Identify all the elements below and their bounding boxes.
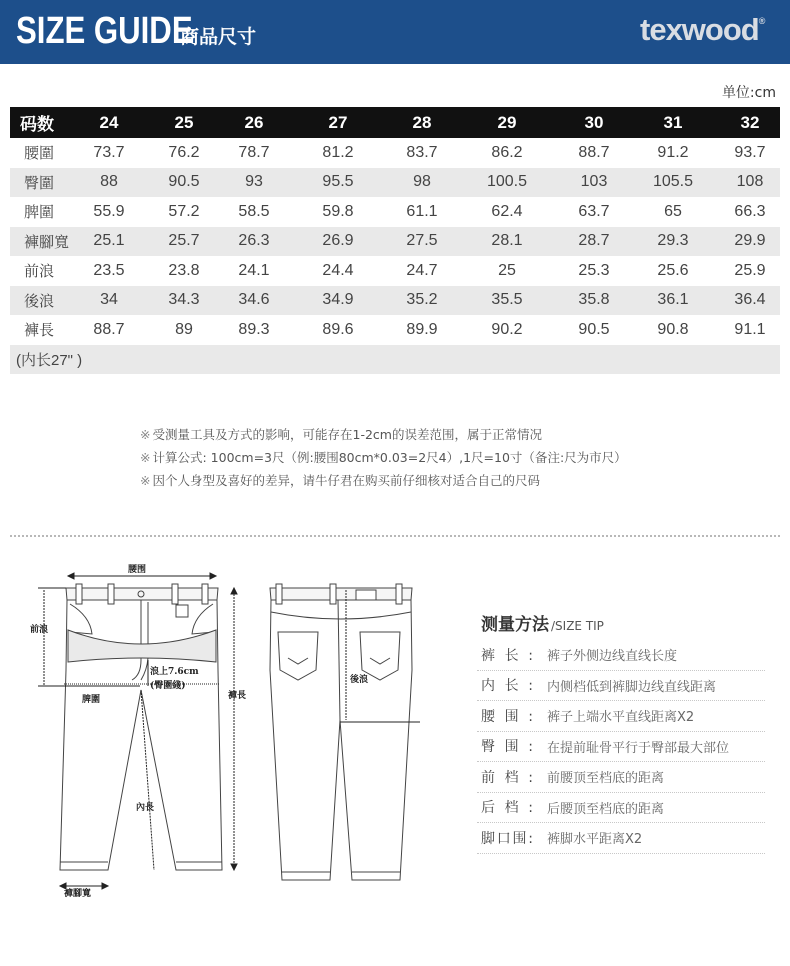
note-line (140, 423, 627, 446)
label-inseam: 內長 (136, 803, 155, 813)
brand-logo (640, 12, 764, 48)
table-cell: 35.2 (392, 286, 452, 316)
note-line (140, 446, 627, 469)
table-row (10, 256, 780, 286)
table-cell: 34.9 (284, 286, 392, 316)
table-cell: 24.4 (322, 261, 354, 279)
table-cell: 29.9 (720, 227, 780, 257)
size-table (10, 107, 780, 374)
table-cell: 65 (664, 202, 682, 220)
table-row (10, 286, 780, 316)
note-mark: ※ (140, 427, 151, 442)
label-front-rise-1: 前浪 (30, 625, 49, 635)
table-cell: 26.3 (224, 227, 284, 257)
tip-key: 裤长: (481, 647, 533, 664)
table-row (10, 227, 780, 257)
table-cell: 89.6 (322, 320, 354, 338)
unit-label: 单位:cm (721, 85, 776, 101)
table-cell: 89.9 (406, 320, 438, 338)
tip-value: 前腰顶至档底的距离 (547, 771, 665, 787)
table-cell: 78.7 (238, 143, 270, 161)
tip-key: 前档: (481, 769, 533, 786)
tip-value: 裤子上端水平直线距离X2 (547, 710, 695, 726)
header-size-29: 29 (452, 107, 562, 138)
table-row (10, 315, 780, 345)
section-divider (10, 535, 780, 537)
table-cell: 91.1 (734, 320, 766, 338)
tips-title (481, 610, 604, 635)
header-size-25: 25 (144, 107, 224, 138)
label-thigh: 脾圍 (82, 695, 101, 705)
row-label: 臀圍 (10, 168, 74, 198)
header-size-32: 32 (720, 107, 780, 138)
tips-title-cn: 测量方法 (481, 615, 549, 635)
table-cell: 86.2 (491, 143, 523, 161)
note-line (140, 469, 627, 492)
table-cell: 90.8 (657, 320, 689, 338)
registered-mark: ® (758, 16, 765, 26)
header-size-30: 30 (562, 107, 626, 138)
note-text: 受测量工具及方式的影响，可能存在1-2cm的误差范围，属于正常情况 (152, 427, 542, 442)
table-cell: 93.7 (734, 143, 766, 161)
table-cell: 36.1 (626, 286, 720, 316)
table-cell: 26.9 (284, 227, 392, 257)
table-cell: 34.6 (224, 286, 284, 316)
table-cell: 93 (224, 168, 284, 198)
note-text: 计算公式: 100cm=3尺（例:腰围80cm*0.03=2尺4）,1尺=10寸（备注:尺为市尺） (152, 450, 627, 465)
row-label: 腰圍 (24, 145, 55, 163)
table-row (10, 197, 780, 227)
row-label: 褲長 (24, 322, 55, 340)
row-label: 前浪 (24, 263, 55, 281)
label-length: 褲長 (228, 691, 247, 701)
table-cell: 25.6 (657, 261, 689, 279)
header-size-24: 24 (74, 107, 144, 138)
table-cell: 90.2 (491, 320, 523, 338)
list-item (477, 701, 765, 732)
table-row (10, 138, 780, 168)
row-label: 脾圍 (24, 204, 55, 222)
note-text: 因个人身型及喜好的差异，请牛仔君在购买前仔细核对适合自己的尺码 (152, 473, 540, 488)
header-size-label: 码数 (10, 107, 74, 138)
page-subtitle: 商品尺寸 (180, 26, 257, 48)
row-label: 褲腳寬 (10, 227, 74, 257)
table-cell: 25.3 (578, 261, 610, 279)
tip-value: 裤子外侧边线直线长度 (547, 649, 678, 665)
header-size-27: 27 (284, 107, 392, 138)
header-size-26: 26 (224, 107, 284, 138)
table-cell: 29.3 (626, 227, 720, 257)
front-pants-drawing (60, 584, 222, 870)
header-size-28: 28 (392, 107, 452, 138)
table-cell: 95.5 (284, 168, 392, 198)
table-cell: 23.5 (93, 261, 125, 279)
back-pants-drawing (270, 584, 412, 880)
table-cell: 100.5 (452, 168, 562, 198)
tip-value: 内侧档低到裤脚边线直线距离 (547, 679, 717, 695)
tip-key: 内长: (481, 678, 533, 695)
tip-key: 脚口围: (481, 830, 533, 847)
list-item (477, 793, 765, 824)
table-cell: 25.7 (144, 227, 224, 257)
table-cell: 108 (720, 168, 780, 198)
table-cell: 61.1 (406, 202, 438, 220)
tip-value: 在提前耻骨平行于臀部最大部位 (547, 740, 730, 756)
note-mark: ※ (140, 450, 151, 465)
label-crotch-2: (臀圍綫) (150, 681, 186, 691)
table-row (10, 168, 780, 198)
header-size-31: 31 (626, 107, 720, 138)
table-cell: 88.7 (578, 143, 610, 161)
label-hem: 褲腳寬 (64, 889, 92, 899)
row-label: 後浪 (10, 286, 74, 316)
table-cell: 62.4 (491, 202, 523, 220)
tip-key: 后档: (481, 800, 533, 817)
table-cell: 103 (562, 168, 626, 198)
table-cell: 63.7 (578, 202, 610, 220)
table-cell: 23.8 (168, 261, 200, 279)
list-item (477, 732, 765, 763)
label-front-rise (30, 623, 48, 635)
table-cell: 90.5 (144, 168, 224, 198)
measurement-notes (140, 423, 627, 492)
table-cell: 59.8 (322, 202, 354, 220)
table-cell: 55.9 (93, 202, 125, 220)
tips-title-en: /SIZE TIP (551, 619, 604, 633)
table-cell: 66.3 (734, 202, 766, 220)
list-item (477, 823, 765, 854)
table-cell: 36.4 (720, 286, 780, 316)
table-cell: 105.5 (626, 168, 720, 198)
table-cell: 98 (392, 168, 452, 198)
table-cell: 28.7 (562, 227, 626, 257)
tip-key: 臀围: (481, 739, 533, 756)
label-back-rise: 後浪 (350, 675, 369, 685)
label-crotch-1: 浪上7.6cm (150, 667, 199, 677)
inseam-note: (内长27" ) (10, 345, 780, 375)
table-cell: 34.3 (144, 286, 224, 316)
table-cell: 89 (175, 320, 193, 338)
table-cell: 27.5 (392, 227, 452, 257)
table-cell: 90.5 (578, 320, 610, 338)
tip-value: 后腰顶至档底的距离 (547, 801, 665, 817)
table-cell: 25.1 (74, 227, 144, 257)
table-cell: 91.2 (657, 143, 689, 161)
table-cell: 25.9 (734, 261, 766, 279)
table-cell: 35.8 (562, 286, 626, 316)
page-title: SIZE GUIDE (16, 10, 193, 52)
table-cell: 89.3 (238, 320, 270, 338)
table-cell: 83.7 (406, 143, 438, 161)
table-header-row (10, 107, 780, 138)
label-waist: 腰围 (128, 565, 147, 575)
table-cell: 88 (74, 168, 144, 198)
tips-list (477, 640, 765, 854)
table-cell: 35.5 (452, 286, 562, 316)
table-cell: 24.1 (238, 261, 270, 279)
tip-key: 腰围: (481, 708, 533, 725)
table-cell: 76.2 (168, 143, 200, 161)
table-cell: 28.1 (452, 227, 562, 257)
table-cell: 73.7 (93, 143, 125, 161)
table-cell: 88.7 (93, 320, 125, 338)
brand-name: texwood (640, 12, 759, 47)
table-cell: 81.2 (322, 143, 354, 161)
header-banner (0, 0, 790, 64)
note-mark: ※ (140, 473, 151, 488)
list-item (477, 762, 765, 793)
table-cell: 57.2 (168, 202, 200, 220)
table-cell: 58.5 (238, 202, 270, 220)
table-cell: 25 (498, 261, 516, 279)
table-cell: 34 (74, 286, 144, 316)
tip-value: 裤脚水平距离X2 (547, 832, 643, 848)
list-item (477, 671, 765, 702)
table-note-row (10, 345, 780, 375)
list-item (477, 640, 765, 671)
table-cell: 24.7 (406, 261, 438, 279)
measurement-diagram (0, 550, 470, 910)
